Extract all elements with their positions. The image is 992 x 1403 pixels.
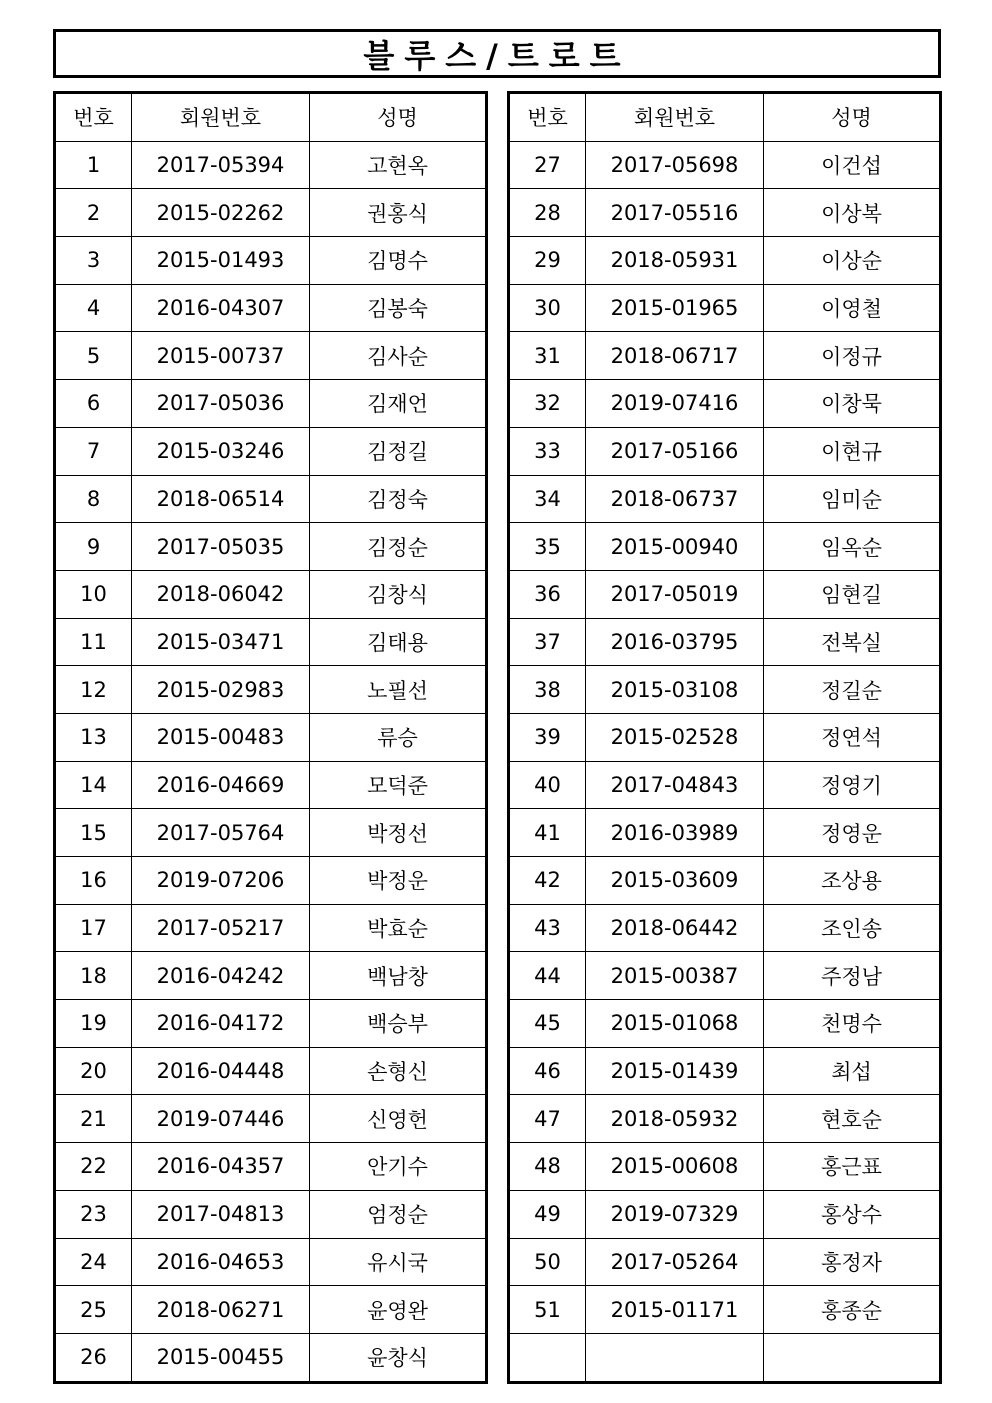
cell-name: 손형신 (310, 1047, 487, 1095)
cell-name: 김정숙 (310, 475, 487, 523)
cell-number: 28 (509, 189, 586, 237)
cell-member-id: 2019-07329 (586, 1190, 764, 1238)
cell-number: 51 (509, 1286, 586, 1334)
table-row (55, 523, 487, 571)
cell-number: 18 (55, 952, 132, 1000)
cell-name: 이영철 (764, 284, 941, 332)
cell-name: 김재언 (310, 380, 487, 428)
cell-member-id: 2015-00455 (132, 1333, 310, 1382)
table-row (509, 141, 941, 189)
cell-name: 홍종순 (764, 1286, 941, 1334)
table-row (509, 523, 941, 571)
cell-number: 23 (55, 1190, 132, 1238)
table-row (55, 1095, 487, 1143)
cell-number: 44 (509, 952, 586, 1000)
table-row (509, 1000, 941, 1048)
cell-number: 6 (55, 380, 132, 428)
cell-number: 39 (509, 713, 586, 761)
cell-member-id: 2016-04357 (132, 1143, 310, 1191)
table-row (509, 332, 941, 380)
cell-name: 노필선 (310, 666, 487, 714)
cell-name: 임미순 (764, 475, 941, 523)
cell-number: 9 (55, 523, 132, 571)
cell-name: 최섭 (764, 1047, 941, 1095)
table-row (55, 857, 487, 905)
table-row (55, 237, 487, 285)
cell-name: 이상복 (764, 189, 941, 237)
cell-name: 백남창 (310, 952, 487, 1000)
cell-name: 유시국 (310, 1238, 487, 1286)
cell-member-id: 2016-04172 (132, 1000, 310, 1048)
table-row (55, 713, 487, 761)
table-row (509, 237, 941, 285)
cell-number: 4 (55, 284, 132, 332)
table-row (55, 189, 487, 237)
table-row (55, 570, 487, 618)
cell-member-id: 2018-06271 (132, 1286, 310, 1334)
cell-number: 45 (509, 1000, 586, 1048)
cell-number: 47 (509, 1095, 586, 1143)
table-row (55, 1000, 487, 1048)
table-row (509, 904, 941, 952)
cell-member-id: 2015-02983 (132, 666, 310, 714)
table-row (509, 380, 941, 428)
cell-number: 2 (55, 189, 132, 237)
cell-member-id: 2019-07416 (586, 380, 764, 428)
table-row (509, 1047, 941, 1095)
cell-number: 26 (55, 1333, 132, 1382)
roster-table-left (53, 91, 488, 1384)
cell-member-id: 2015-03609 (586, 857, 764, 905)
cell-name: 안기수 (310, 1143, 487, 1191)
cell-number: 10 (55, 570, 132, 618)
header-member-id: 회원번호 (132, 93, 310, 142)
table-row (509, 1095, 941, 1143)
cell-number: 22 (55, 1143, 132, 1191)
cell-number: 35 (509, 523, 586, 571)
header-number: 번호 (509, 93, 586, 142)
cell-number: 36 (509, 570, 586, 618)
cell-name: 정영운 (764, 809, 941, 857)
table-row (509, 857, 941, 905)
cell-number: 50 (509, 1238, 586, 1286)
roster-body-right (509, 141, 941, 1382)
table-row (509, 952, 941, 1000)
cell-member-id: 2016-04448 (132, 1047, 310, 1095)
cell-number: 41 (509, 809, 586, 857)
cell-number: 42 (509, 857, 586, 905)
cell-number: 17 (55, 904, 132, 952)
cell-member-id: 2018-06717 (586, 332, 764, 380)
cell-name: 신영헌 (310, 1095, 487, 1143)
cell-number: 20 (55, 1047, 132, 1095)
cell-member-id: 2017-05035 (132, 523, 310, 571)
table-row (55, 284, 487, 332)
cell-member-id: 2017-05516 (586, 189, 764, 237)
cell-name: 김명수 (310, 237, 487, 285)
cell-name: 정길순 (764, 666, 941, 714)
table-row (509, 189, 941, 237)
cell-name: 조인송 (764, 904, 941, 952)
cell-number: 31 (509, 332, 586, 380)
table-row (55, 141, 487, 189)
cell-name: 현호순 (764, 1095, 941, 1143)
cell-name: 김태용 (310, 618, 487, 666)
cell-member-id: 2015-00940 (586, 523, 764, 571)
table-row (55, 904, 487, 952)
table-row (509, 1238, 941, 1286)
table-header-row (509, 93, 941, 142)
cell-name: 박효순 (310, 904, 487, 952)
cell-number: 7 (55, 427, 132, 475)
table-row (55, 1333, 487, 1382)
cell-member-id: 2019-07206 (132, 857, 310, 905)
table-row (509, 713, 941, 761)
table-row (509, 1286, 941, 1334)
cell-number: 27 (509, 141, 586, 189)
cell-member-id: 2015-00608 (586, 1143, 764, 1191)
cell-member-id: 2015-01068 (586, 1000, 764, 1048)
cell-name: 류승 (310, 713, 487, 761)
cell-number: 37 (509, 618, 586, 666)
cell-name: 박정선 (310, 809, 487, 857)
cell-name: 정영기 (764, 761, 941, 809)
roster-body-left (55, 141, 487, 1382)
table-row (55, 1286, 487, 1334)
cell-member-id: 2015-00387 (586, 952, 764, 1000)
cell-number: 34 (509, 475, 586, 523)
cell-member-id: 2016-03989 (586, 809, 764, 857)
table-row (55, 1190, 487, 1238)
cell-number: 38 (509, 666, 586, 714)
cell-number: 46 (509, 1047, 586, 1095)
cell-number: 33 (509, 427, 586, 475)
cell-member-id: 2018-06442 (586, 904, 764, 952)
table-row (509, 1143, 941, 1191)
cell-member-id: 2015-00737 (132, 332, 310, 380)
table-row (55, 1143, 487, 1191)
cell-name: 전복실 (764, 618, 941, 666)
cell-number: 3 (55, 237, 132, 285)
cell-member-id: 2015-01439 (586, 1047, 764, 1095)
table-row (509, 1333, 941, 1382)
cell-number (509, 1333, 586, 1382)
cell-number: 40 (509, 761, 586, 809)
cell-name: 주정남 (764, 952, 941, 1000)
cell-number: 43 (509, 904, 586, 952)
table-row (55, 1047, 487, 1095)
table-row (509, 761, 941, 809)
cell-number: 49 (509, 1190, 586, 1238)
cell-name: 김사순 (310, 332, 487, 380)
cell-member-id: 2017-05217 (132, 904, 310, 952)
cell-member-id: 2015-02262 (132, 189, 310, 237)
cell-name: 윤창식 (310, 1333, 487, 1382)
cell-number: 21 (55, 1095, 132, 1143)
cell-number: 15 (55, 809, 132, 857)
cell-member-id: 2015-03108 (586, 666, 764, 714)
cell-member-id: 2016-04307 (132, 284, 310, 332)
table-row (509, 475, 941, 523)
table-row (509, 618, 941, 666)
cell-member-id: 2015-03471 (132, 618, 310, 666)
cell-member-id: 2016-04242 (132, 952, 310, 1000)
cell-name: 임옥순 (764, 523, 941, 571)
header-member-id: 회원번호 (586, 93, 764, 142)
cell-name: 이현규 (764, 427, 941, 475)
cell-number: 8 (55, 475, 132, 523)
cell-member-id: 2017-05019 (586, 570, 764, 618)
cell-member-id: 2017-05166 (586, 427, 764, 475)
cell-number: 24 (55, 1238, 132, 1286)
table-row (55, 761, 487, 809)
cell-name: 홍정자 (764, 1238, 941, 1286)
cell-member-id: 2018-06514 (132, 475, 310, 523)
cell-member-id: 2017-05394 (132, 141, 310, 189)
table-row (55, 1238, 487, 1286)
cell-name: 김정순 (310, 523, 487, 571)
cell-name: 정연석 (764, 713, 941, 761)
page-title: 블루스/트로트 (53, 29, 941, 78)
cell-number: 25 (55, 1286, 132, 1334)
cell-name: 이정규 (764, 332, 941, 380)
cell-name: 모덕준 (310, 761, 487, 809)
cell-name: 백승부 (310, 1000, 487, 1048)
cell-member-id: 2015-01171 (586, 1286, 764, 1334)
cell-member-id: 2018-06042 (132, 570, 310, 618)
header-number: 번호 (55, 93, 132, 142)
cell-name: 조상용 (764, 857, 941, 905)
cell-name: 천명수 (764, 1000, 941, 1048)
roster-table-right (507, 91, 942, 1384)
cell-member-id: 2016-04653 (132, 1238, 310, 1286)
cell-number: 48 (509, 1143, 586, 1191)
cell-name: 윤영완 (310, 1286, 487, 1334)
cell-number: 5 (55, 332, 132, 380)
table-row (509, 666, 941, 714)
cell-name: 김창식 (310, 570, 487, 618)
cell-number: 32 (509, 380, 586, 428)
table-row (509, 284, 941, 332)
cell-number: 30 (509, 284, 586, 332)
cell-member-id: 2018-06737 (586, 475, 764, 523)
cell-name: 엄정순 (310, 1190, 487, 1238)
cell-number: 14 (55, 761, 132, 809)
cell-member-id: 2017-04843 (586, 761, 764, 809)
table-row (55, 666, 487, 714)
table-row (55, 332, 487, 380)
cell-member-id: 2015-02528 (586, 713, 764, 761)
cell-name: 권홍식 (310, 189, 487, 237)
cell-name (764, 1333, 941, 1382)
cell-number: 13 (55, 713, 132, 761)
cell-member-id: 2016-04669 (132, 761, 310, 809)
table-row (55, 952, 487, 1000)
cell-number: 16 (55, 857, 132, 905)
cell-name: 이상순 (764, 237, 941, 285)
cell-name: 홍근표 (764, 1143, 941, 1191)
cell-name: 김봉숙 (310, 284, 487, 332)
table-row (55, 809, 487, 857)
cell-name: 홍상수 (764, 1190, 941, 1238)
cell-member-id: 2015-03246 (132, 427, 310, 475)
cell-number: 19 (55, 1000, 132, 1048)
table-row (55, 475, 487, 523)
cell-name: 박정운 (310, 857, 487, 905)
table-row (55, 618, 487, 666)
cell-member-id: 2016-03795 (586, 618, 764, 666)
cell-name: 고현옥 (310, 141, 487, 189)
cell-number: 1 (55, 141, 132, 189)
table-row (55, 427, 487, 475)
cell-number: 12 (55, 666, 132, 714)
cell-member-id: 2015-00483 (132, 713, 310, 761)
cell-member-id: 2017-05764 (132, 809, 310, 857)
cell-member-id: 2017-05264 (586, 1238, 764, 1286)
cell-number: 11 (55, 618, 132, 666)
cell-name: 이창묵 (764, 380, 941, 428)
cell-number: 29 (509, 237, 586, 285)
cell-member-id: 2017-05698 (586, 141, 764, 189)
table-row (509, 809, 941, 857)
cell-member-id: 2018-05932 (586, 1095, 764, 1143)
cell-member-id: 2019-07446 (132, 1095, 310, 1143)
cell-name: 김정길 (310, 427, 487, 475)
header-name: 성명 (764, 93, 941, 142)
cell-member-id: 2017-05036 (132, 380, 310, 428)
table-row (509, 1190, 941, 1238)
cell-member-id: 2015-01965 (586, 284, 764, 332)
table-row (55, 380, 487, 428)
cell-member-id: 2015-01493 (132, 237, 310, 285)
cell-member-id (586, 1333, 764, 1382)
cell-member-id: 2018-05931 (586, 237, 764, 285)
table-header-row (55, 93, 487, 142)
cell-member-id: 2017-04813 (132, 1190, 310, 1238)
cell-name: 임현길 (764, 570, 941, 618)
header-name: 성명 (310, 93, 487, 142)
cell-name: 이건섭 (764, 141, 941, 189)
table-row (509, 427, 941, 475)
table-row (509, 570, 941, 618)
